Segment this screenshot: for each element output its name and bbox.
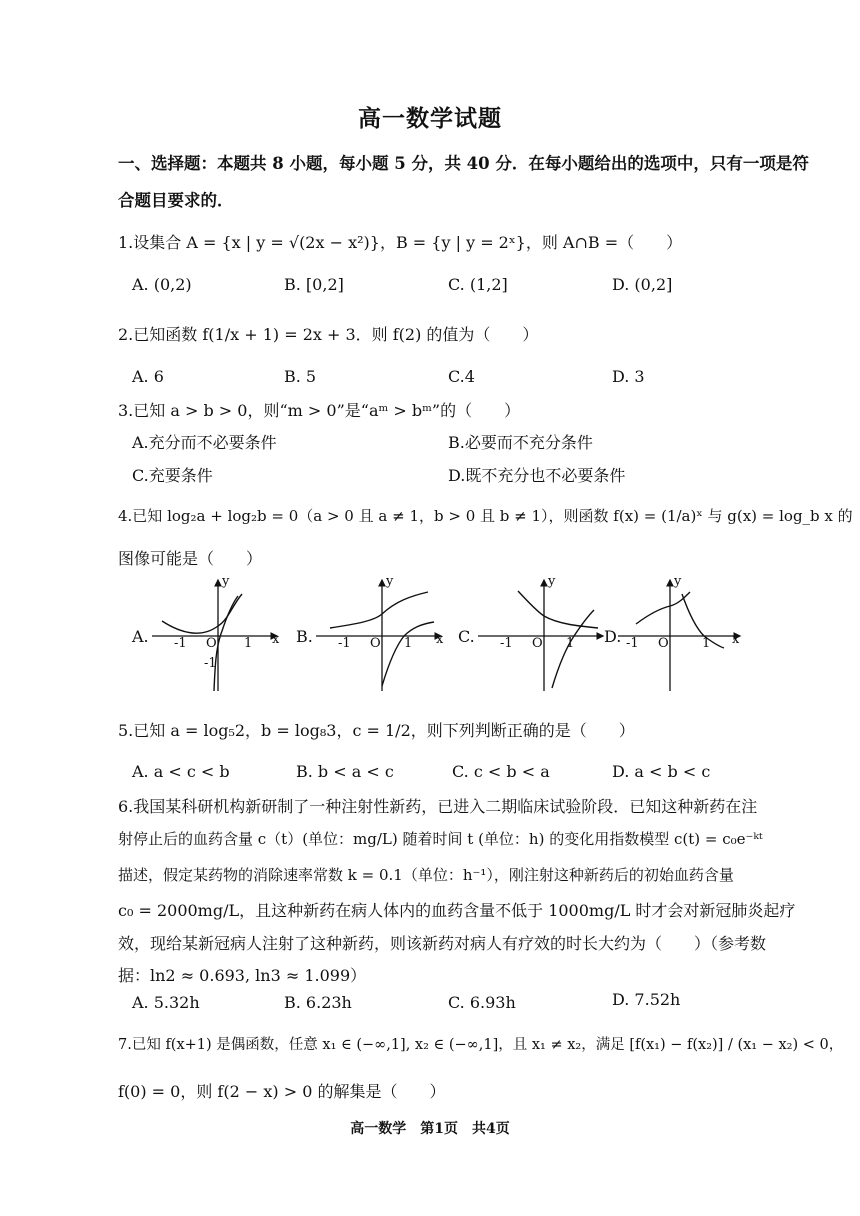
graph-a-origin: O [206,636,217,651]
q3-option-d[interactable]: D.既不充分也不必要条件 [448,466,626,485]
question-6-line5: 效，现给某新冠病人注射了这种新药，则该新药对病人有疗效的时长大约为（ ）（参考数 [118,934,767,953]
graph-a-one: 1 [244,636,253,651]
question-6-line6: 据：ln2 ≈ 0.693, ln3 ≈ 1.099） [118,966,367,985]
question-6-line3: 描述，假定某药物的消除速率常数 k = 0.1（单位：h⁻¹），刚注射这种新药后的初始血药含量 [118,866,734,884]
exp-curve [330,592,428,628]
q5-option-a[interactable]: A. a < c < b [132,762,230,781]
question-6-line2: 射停止后的血药含量 c（t）(单位：mg/L) 随着时间 t (单位：h) 的变化用指数模型 c(t) = c₀e⁻ᵏᵗ [118,830,763,848]
graph-c-origin: O [532,636,543,651]
q5-option-c[interactable]: C. c < b < a [452,762,550,781]
question-7-line2: f(0) = 0，则 f(2 − x) > 0 的解集是（ ） [118,1082,446,1101]
graph-c-neg1: -1 [500,636,513,651]
q1-option-b[interactable]: B. [0,2] [284,275,344,294]
question-4-stem-line2: 图像可能是（ ） [118,549,263,568]
graph-c-one: 1 [566,636,575,651]
section-heading-line2: 合题目要求的． [118,191,234,210]
q5-option-b[interactable]: B. b < a < c [296,762,394,781]
q1-option-d[interactable]: D. (0,2] [612,275,673,294]
page-title: 高一数学试题 [358,105,502,132]
page-footer: 高一数学 第1页 共4页 [350,1121,510,1137]
q6-option-b[interactable]: B. 6.23h [284,993,352,1012]
graph-a-x-label: x [272,632,280,647]
graph-d-origin: O [658,636,669,651]
q2-option-c[interactable]: C.4 [448,367,475,386]
question-1-stem: 1.设集合 A = {x | y = √(2x − x²)}，B = {y | y = 2ˣ}，则 A∩B =（ ） [118,233,683,252]
q3-option-c[interactable]: C.充要条件 [132,466,213,485]
q4-option-d[interactable]: D. [604,627,622,646]
graph-b-x-label: x [436,632,444,647]
q2-option-a[interactable]: A. 6 [132,367,164,386]
q4-option-b[interactable]: B. [296,627,313,646]
q1-option-c[interactable]: C. (1,2] [448,275,508,294]
graph-b-origin: O [370,636,381,651]
graph-a-neg1: -1 [174,636,187,651]
question-5-stem: 5.已知 a = log₅2，b = log₈3，c = 1/2，则下列判断正确的是（ ） [118,721,635,740]
question-6-line4: c₀ = 2000mg/L，且这种新药在病人体内的血药含量不低于 1000mg/L 时才会对新冠肺炎起疗 [118,901,796,920]
q1-option-a[interactable]: A. (0,2) [132,275,192,294]
q3-option-a[interactable]: A.充分而不必要条件 [132,433,277,452]
graph-a-y-label: y [222,574,230,589]
graph-c-y-label: y [548,574,556,589]
q6-option-d[interactable]: D. 7.52h [612,990,681,1009]
graph-d-x-label: x [732,632,740,647]
question-3-stem: 3.已知 a > b > 0，则“m > 0”是“aᵐ > bᵐ”的（ ） [118,401,521,420]
question-4-stem-line1: 4.已知 log₂a + log₂b = 0（a > 0 且 a ≠ 1，b > 0 且 b ≠ 1），则函数 f(x) = (1/a)ˣ 与 g(x) = log_b x 的 [118,507,853,525]
q6-option-a[interactable]: A. 5.32h [132,993,200,1012]
exp-curve [162,594,242,633]
q6-option-c[interactable]: C. 6.93h [448,993,516,1012]
exp-curve [636,592,690,624]
section-heading-line1: 一、选择题：本题共 8 小题，每小题 5 分，共 40 分．在每小题给出的选项中，只有一项是符 [118,154,809,173]
q4-graph-a [152,576,282,696]
graph-d-one: 1 [702,636,711,651]
q4-graph-b [316,576,446,696]
q5-option-d[interactable]: D. a < b < c [612,762,711,781]
question-2-stem: 2.已知函数 f(1/x + 1) = 2x + 3．则 f(2) 的值为（ ） [118,325,539,344]
q4-option-c[interactable]: C. [458,627,475,646]
q4-graph-c [478,576,608,696]
graph-d-y-label: y [674,574,682,589]
question-7-line1: 7.已知 f(x+1) 是偶函数，任意 x₁ ∈ (−∞,1], x₂ ∈ (−∞,1]，且 x₁ ≠ x₂，满足 [f(x₁) − f(x₂)] / (x₁ − x₂) < 0， [118,1037,844,1053]
q2-option-b[interactable]: B. 5 [284,367,317,386]
graph-d-neg1: -1 [626,636,639,651]
q4-option-a[interactable]: A. [132,627,149,646]
exp-curve [518,591,598,628]
graph-b-neg1: -1 [338,636,351,651]
q2-option-d[interactable]: D. 3 [612,367,645,386]
graph-b-y-label: y [386,574,394,589]
question-6-line1: 6.我国某科研机构新研制了一种注射性新药，已进入二期临床试验阶段．已知这种新药在注 [118,797,758,816]
graph-a-neg1-y: -1 [204,656,217,671]
graph-b-one: 1 [404,636,413,651]
q3-option-b[interactable]: B.必要而不充分条件 [448,433,593,452]
log-curve [382,622,434,686]
